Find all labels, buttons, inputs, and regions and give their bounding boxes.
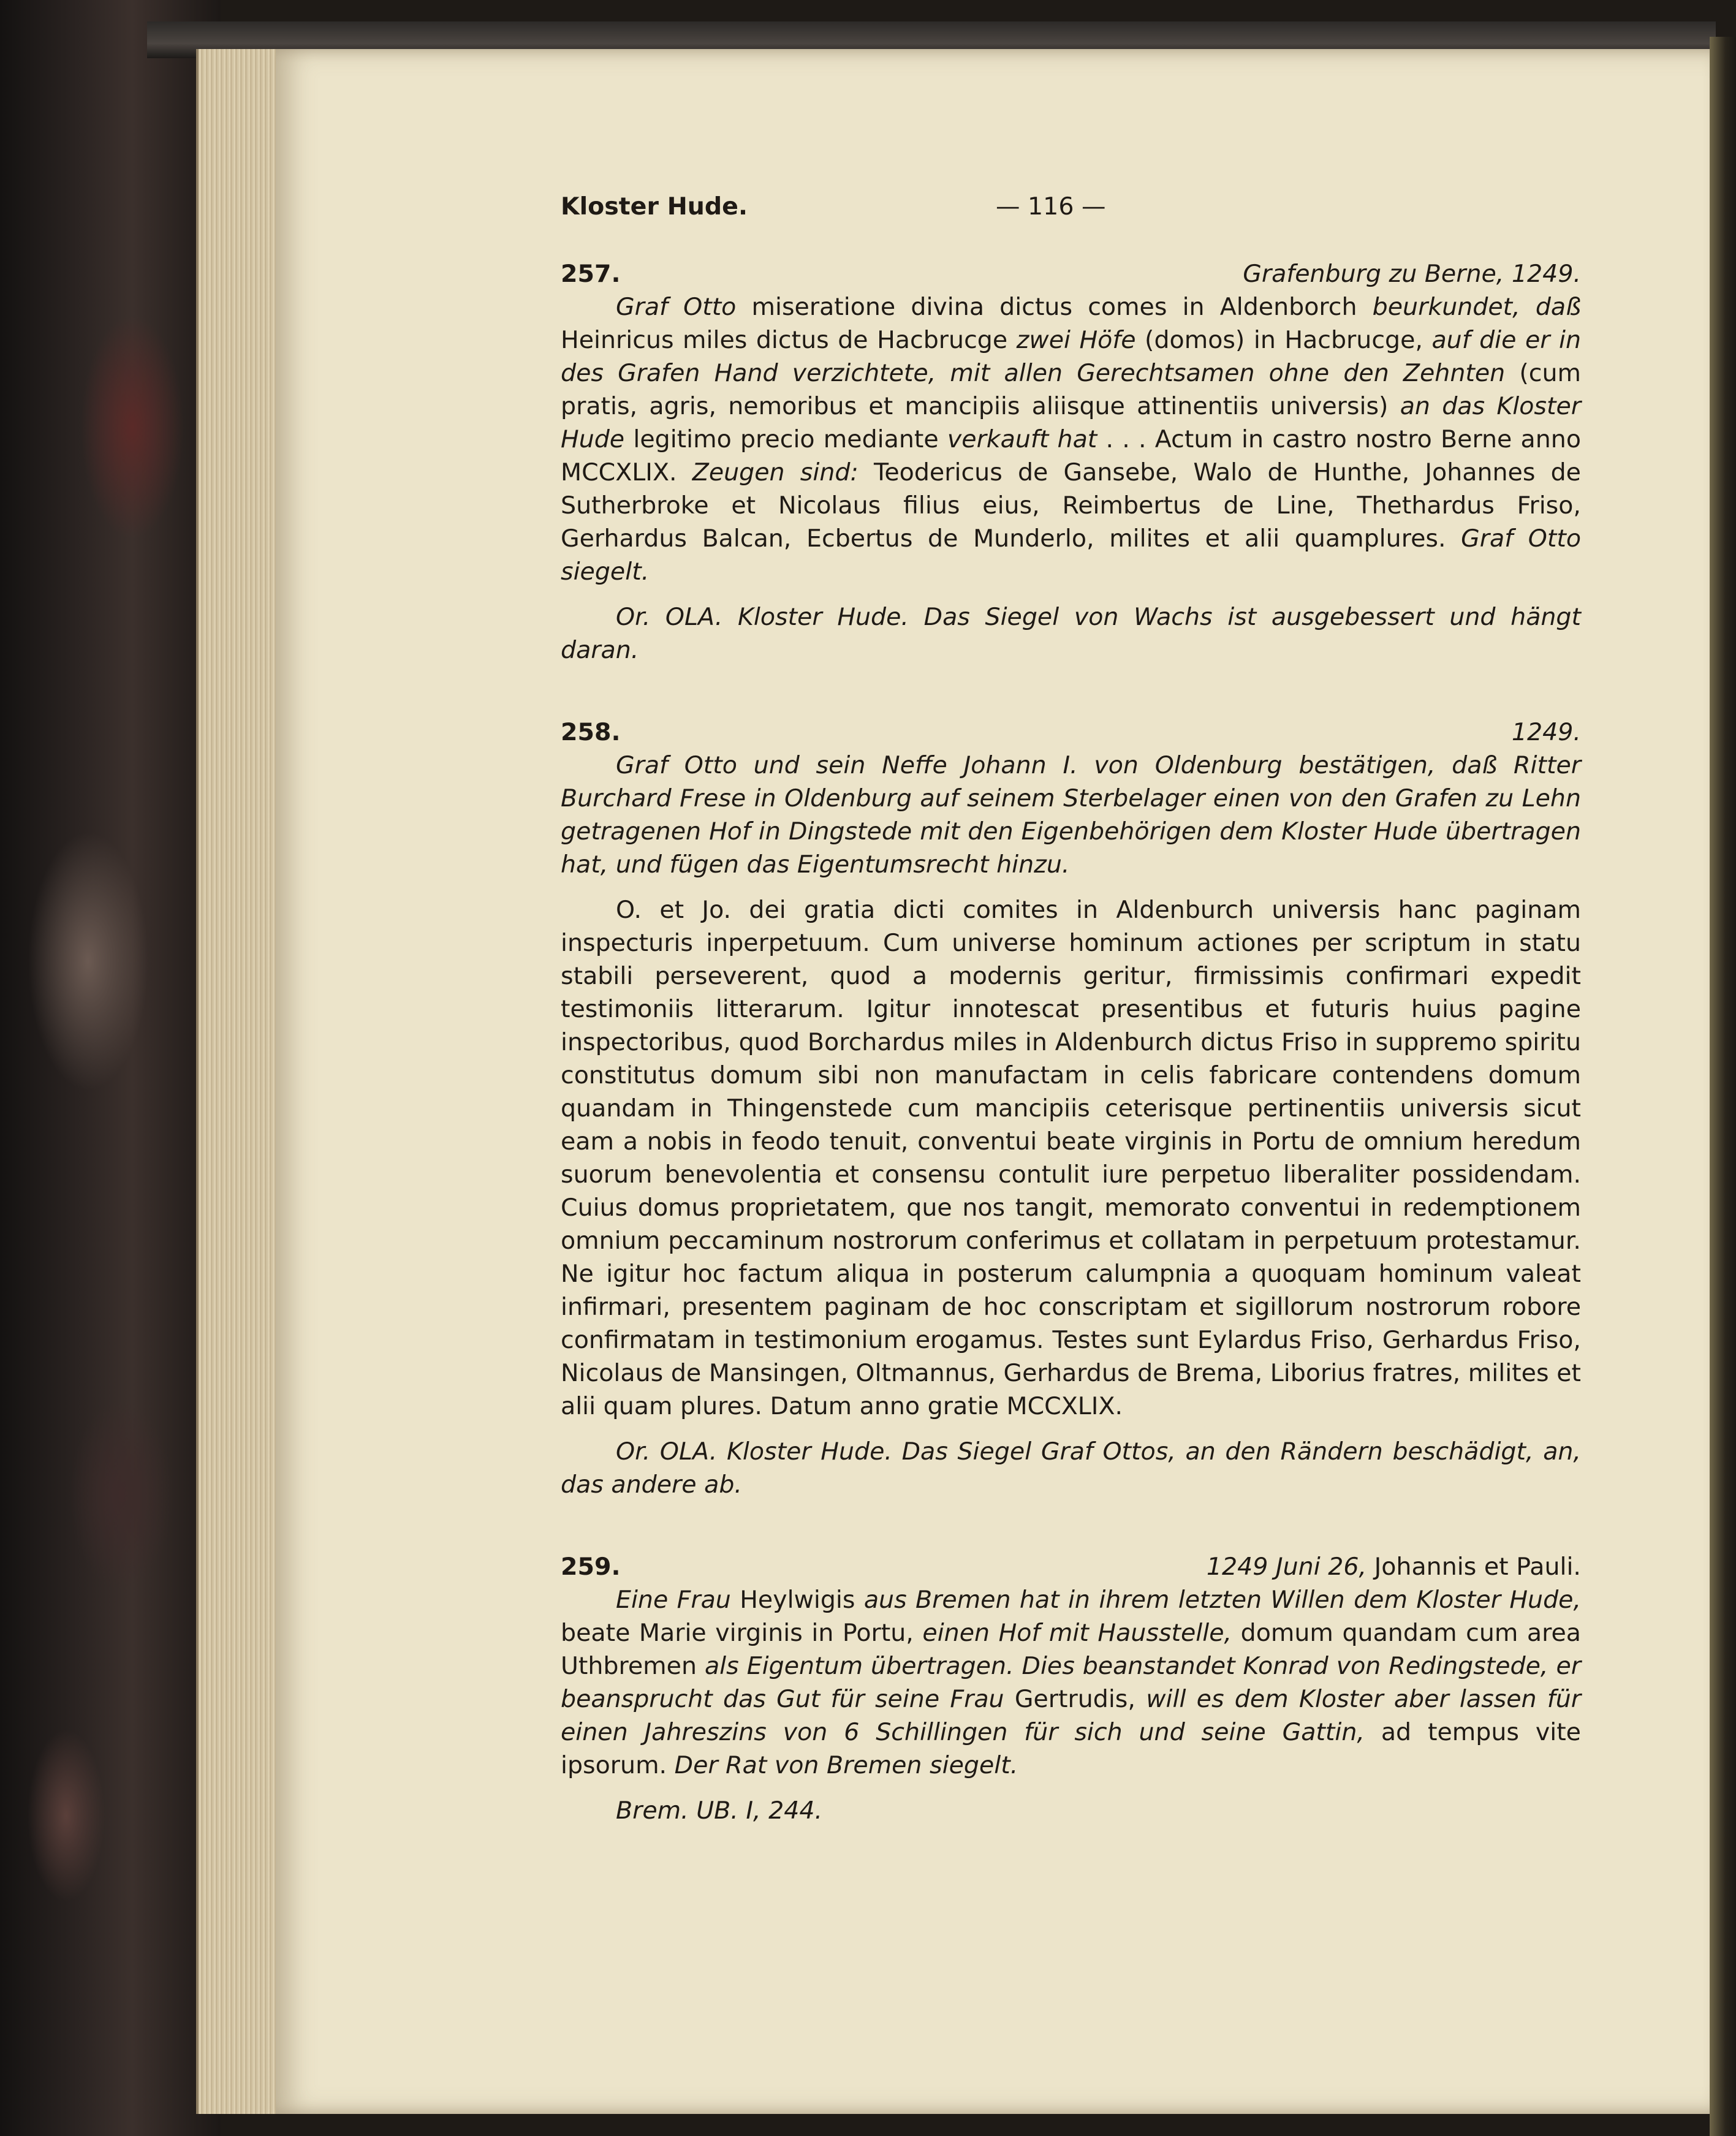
page-text [561, 184, 1581, 1876]
entry-heading [561, 716, 1581, 749]
roman-run: (domos) in Hacbrucge, [1135, 326, 1432, 354]
roman-run: domum quandam cum area Uthbremen [561, 1619, 1581, 1680]
entry-heading [561, 257, 1581, 290]
entry-date: 1249. [1511, 718, 1581, 746]
italic-run: Zeugen sind: [692, 458, 859, 487]
roman-run: beate Marie virginis in Portu, [561, 1619, 923, 1647]
italic-run: will es dem Kloster aber lassen für einen Jahreszins von 6 Schillingen für sich und seine Gattin, [561, 1685, 1581, 1746]
entry-number: 257. [561, 260, 621, 288]
entry-258 [561, 716, 1581, 1501]
page-edges [196, 49, 284, 2114]
book-right-edge [1710, 37, 1736, 2136]
italic-run: verkauft hat [947, 425, 1097, 453]
entry-source-note: Or. OLA. Kloster Hude. Das Siegel Graf Ottos, an den Rändern beschädigt, an, das andere ab. [561, 1437, 1581, 1499]
entry-regest [561, 749, 1581, 881]
entry-source-note: Brem. UB. I, 244. [616, 1797, 823, 1825]
italic-run: auf die er in des Grafen Hand verzichtete, mit allen Gerechtsamen ohne den Zehnten [561, 326, 1582, 387]
entry-257 [561, 257, 1581, 667]
entry-259 [561, 1550, 1581, 1827]
entry-date: Grafenburg zu Berne, 1249. [1243, 260, 1581, 288]
entry-source-note: Or. OLA. Kloster Hude. Das Siegel von Wachs ist ausgebessert und hängt daran. [561, 603, 1581, 664]
entry-number: 259. [561, 1553, 621, 1581]
roman-run: . . . Actum in castro nostro Berne anno MCCXLIX. [561, 425, 1581, 487]
running-header [561, 184, 1581, 227]
italic-run: als Eigentum übertragen. Dies beanstandet Konrad von Redingstede, er beansprucht das Gut für seine Frau [561, 1652, 1581, 1713]
italic-run: Graf Otto [616, 293, 737, 321]
italic-run: an das Kloster Hude [561, 392, 1581, 453]
entry-regest [561, 290, 1581, 588]
running-title: Kloster Hude. [561, 192, 748, 221]
italic-run: einen Hof mit Hausstelle, [922, 1619, 1232, 1647]
entry-regest [561, 1583, 1581, 1782]
entry-number: 258. [561, 718, 621, 746]
roman-run: Gertrudis, [1004, 1685, 1147, 1713]
entry-date [1207, 1550, 1581, 1583]
italic-run: beurkundet, daß [1372, 293, 1581, 321]
roman-run: Heinricus miles dictus de Hacbrucge [561, 326, 1017, 354]
roman-run: (cum pratis, agris, nemoribus et mancipiis aliisque attinentiis universis) [561, 359, 1581, 420]
roman-run: Heylwigis [730, 1586, 864, 1614]
entry-heading [561, 1550, 1581, 1583]
italic-run: Graf Otto siegelt. [561, 525, 1581, 586]
roman-run: miseratione divina dictus comes in Aldenborch [736, 293, 1373, 321]
roman-run: Johannis et Pauli. [1366, 1553, 1581, 1581]
italic-run: aus Bremen hat in ihrem letzten Willen dem Kloster Hude, [863, 1586, 1581, 1614]
italic-run: 1249 Juni 26, [1206, 1553, 1367, 1581]
entry-document-text: O. et Jo. dei gratia dicti comites in Aldenburch universis hanc paginam inspecturis inperpetuum. Cum universe hominum actiones per scriptum in statu stabili perseverent, quod a modernis geritur, firmissimis confirmari expedit testimoniis litterarum. Igitur innotescat presentibus et futuris huius pagine inspectoribus, quod Borchardus miles in Aldenburch dictus Friso in suppremo spiritu constitutus domum sibi non manufactam in celis fabricare contendens domum quandam in Thingenstede cum mancipiis ceterisque pertinentiis universis sicut eam a nobis in feodo tenuit, conventui beate virginis in Portu de omnium heredum suorum benevolentia et consensu contulit iure perpetuo liberaliter possidendam. Cuius domus proprietatem, que nos tangit, memorato conventui in redemptionem omnium peccaminum nostrorum conferimus et collatam in perpetuum protestamur. Ne igitur hoc factum aliqua in posterum calumpnia a quoquam hominum valeat infirmari, presentem paginam de hoc conscriptam et sigillorum nostrorum robore confirmatam in testimonium erogamus. Testes sunt Eylardus Friso, Gerhardus Friso, Nicolaus de Mansingen, Oltmannus, Gerhardus de Brema, Liborius fratres, milites et alii quam plures. Datum anno gratie MCCXLIX. [561, 896, 1581, 1420]
italic-run: zwei Höfe [1016, 326, 1136, 354]
roman-run: Teodericus de Gansebe, Walo de Hunthe, Johannes de Sutherbroke et Nicolaus filius eius, Reimbertus de Line, Thethardus Friso, Gerhardus Balcan, Ecbertus de Munderlo, milites et alii quamplures. [561, 458, 1581, 553]
roman-run: ad tempus vite ipsorum. [561, 1718, 1581, 1779]
italic-run: Der Rat von Bremen siegelt. [674, 1751, 1018, 1779]
italic-run: Graf Otto und sein Neffe Johann I. von Oldenburg bestätigen, daß Ritter Burchard Frese in Oldenburg auf seinem Sterbelager einen von den Grafen zu Lehn getragenen Hof in Dingstede mit den Eigenbehörigen dem Kloster Hude übertragen hat, und fügen das Eigentumsrecht hinzu. [561, 751, 1581, 879]
page-number: — 116 — [996, 192, 1106, 221]
italic-run: Eine Frau [616, 1586, 731, 1614]
book-cover-marbled [0, 0, 221, 2136]
roman-run: legitimo precio mediante [624, 425, 947, 453]
